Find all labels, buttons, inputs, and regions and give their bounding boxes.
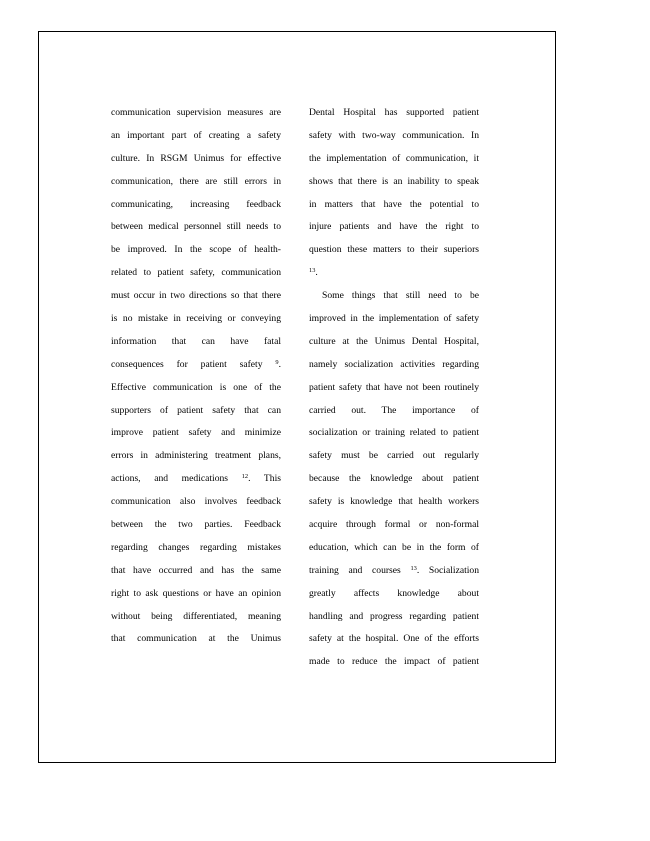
- text-line: that communication at the Unimus: [111, 633, 281, 645]
- citation-ref: 9: [275, 358, 279, 366]
- text-line: Effective communication is one of the: [111, 381, 281, 393]
- text-line: acquire through formal or non-formal: [309, 519, 479, 531]
- text-line: culture. In RSGM Unimus for effective: [111, 152, 281, 164]
- text-line: question these matters to their superiors: [309, 244, 479, 256]
- paragraph-start-line: Some things that still need to be: [322, 290, 479, 302]
- text-line: between medical personnel still needs to: [111, 221, 281, 233]
- text-line: must occur in two directions so that there: [111, 290, 281, 302]
- text-line: safety at the hospital. One of the efforts: [309, 633, 479, 645]
- text-line: safety must be carried out regularly: [309, 450, 479, 462]
- text-line: errors in administering treatment plans,: [111, 450, 281, 462]
- text-line-with-citation: [309, 560, 479, 583]
- line-tail: .: [315, 267, 318, 279]
- text-line: Dental Hospital has supported patient: [309, 107, 479, 118]
- text-line: right to ask questions or have an opinion: [111, 587, 281, 599]
- text-line: culture at the Unimus Dental Hospital,: [309, 335, 479, 347]
- left-text-column: [111, 102, 281, 651]
- text-line: improved in the implementation of safety: [309, 313, 479, 325]
- text-line: supporters of patient safety that can: [111, 404, 281, 416]
- text-line: communication also involves feedback: [111, 496, 281, 508]
- text-line: communication, there are still errors in: [111, 175, 281, 187]
- text-line: in matters that have the potential to: [309, 198, 479, 210]
- text-line: safety with two-way communication. In: [309, 129, 479, 141]
- text-line: information that can have fatal: [111, 335, 281, 347]
- text-line-with-citation: [111, 468, 281, 491]
- text-line: education, which can be in the form of: [309, 541, 479, 553]
- line-text: consequences for patient safety: [111, 358, 263, 370]
- text-line: regarding changes regarding mistakes: [111, 541, 281, 553]
- text-line: socialization or training related to patient: [309, 427, 479, 439]
- citation-line: [309, 262, 479, 285]
- text-line: between the two parties. Feedback: [111, 519, 281, 531]
- text-line: is no mistake in receiving or conveying: [111, 313, 281, 325]
- text-line-with-citation: [111, 354, 281, 377]
- text-line: without being differentiated, meaning: [111, 610, 281, 622]
- citation-ref: 13: [410, 564, 417, 572]
- text-line: safety is knowledge that health workers: [309, 496, 479, 508]
- text-line: an important part of creating a safety: [111, 129, 281, 141]
- text-line: be improved. In the scope of health-: [111, 244, 281, 256]
- text-line: communicating, increasing feedback: [111, 198, 281, 210]
- right-text-column: [309, 102, 479, 674]
- text-line: carried out. The importance of: [309, 404, 479, 416]
- text-line: namely socialization activities regarding: [309, 358, 479, 370]
- text-line: greatly affects knowledge about: [309, 587, 479, 599]
- text-line: improve patient safety and minimize: [111, 427, 281, 439]
- text-line: made to reduce the impact of patient: [309, 656, 479, 668]
- text-line: injure patients and have the right to: [309, 221, 479, 233]
- text-line: patient safety that have not been routinely: [309, 381, 479, 393]
- text-line: the implementation of communication, it: [309, 152, 479, 164]
- text-line: handling and progress regarding patient: [309, 610, 479, 622]
- line-tail: . This: [248, 473, 281, 485]
- text-line: communication supervision measures are: [111, 107, 281, 118]
- citation-ref: 12: [241, 473, 249, 481]
- line-tail: .: [278, 358, 281, 370]
- line-text: training and courses: [309, 564, 401, 576]
- text-line: that have occurred and has the same: [111, 564, 281, 576]
- text-line: because the knowledge about patient: [309, 473, 479, 485]
- line-text: actions, and medications: [111, 473, 229, 485]
- line-tail: . Socialization: [416, 564, 479, 576]
- text-line: related to patient safety, communication: [111, 267, 281, 279]
- text-line: shows that there is an inability to speak: [309, 175, 479, 187]
- citation-ref: 13: [309, 267, 316, 275]
